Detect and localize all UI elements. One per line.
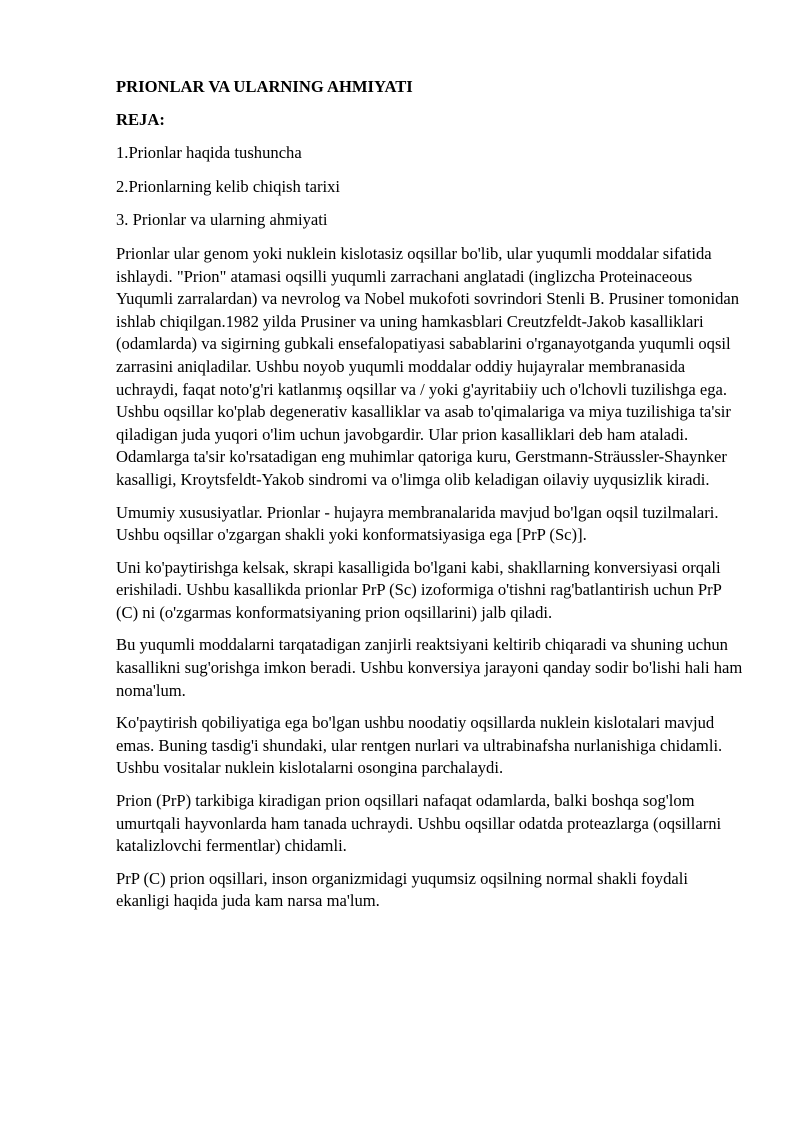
plan-item-3: 3. Prionlar va ularning ahmiyati: [116, 210, 328, 230]
document-title: PRIONLAR VA ULARNING AHMIYATI: [116, 77, 413, 96]
paragraph-intro: Prionlar ular genom yoki nuklein kislotasiz oqsillar bo'lib, ular yuqumli moddalar sifatida ishlaydi. "Prion" atamasi oqsilli yuqumli zarrachani anglatadi (inglizcha Proteinaceous Yuqumli zarralardan) va nevrolog va Nobel mukofoti sovrindori Stenli B. Prusiner tomonidan ishlab chiqilgan.1982 yilda Prusiner va uning hamkasblari Creutzfeldt-Jakob kasalliklari (odamlarda) va sigirning gubkali ensefalopatiyasi sabablarini o'rganayotganda yuqumli oqsil zarrasini aniqladilar. Ushbu noyob yuqumli moddalar oddiy hujayralar membranasida uchraydi, faqat noto'g'ri katlanmış oqsillar va / yoki g'ayritabiiy uch o'lchovli tuzilishga ega. Ushbu oqsillar ko'plab degenerativ kasalliklar va asab to'qimalariga va miya tuzilishiga ta'sir qiladigan juda yuqori o'lim uchun javobgardir. Ular prion kasalliklari deb ham ataladi. Odamlarga ta'sir ko'rsatadigan eng muhimlar qatoriga kuru, Gerstmann-Sträussler-Shaynker kasalligi, Kroytsfeldt-Yakob sindromi va o'limga olib keladigan oilaviy uyqusizlik kiradi.: [116, 243, 740, 489]
paragraph-general-properties: Umumiy xususiyatlar. Prionlar - hujayra membranalarida mavjud bo'lgan oqsil tuzilmalari. Ushbu oqsillar o'zgargan shakli yoki konformatsiyasiga ega [PrP (Sc)].: [116, 502, 719, 545]
paragraph-prion-proteins: Prion (PrP) tarkibiga kiradigan prion oqsillari nafaqat odamlarda, balki boshqa sog'lom umurtqali hayvonlarda ham tanada uchraydi. Ushbu oqsillar odatda proteazlarga (oqsillarni katalizlovchi fermentlar) chidamli.: [116, 791, 722, 856]
plan-heading: REJA:: [116, 109, 165, 129]
plan-item-2: 2.Prionlarning kelib chiqish tarixi: [116, 176, 340, 196]
paragraph-prp-c: PrP (C) prion oqsillari, inson organizmidagi yuqumsiz oqsilning normal shakli foydali ekanligi haqida juda kam narsa ma'lum.: [116, 868, 688, 911]
plan-item-1: 1.Prionlar haqida tushuncha: [116, 143, 302, 163]
paragraph-reproduction: Uni ko'paytirishga kelsak, skrapi kasalligida bo'lgani kabi, shakllarning konversiyasi orqali erishiladi. Ushbu kasallikda prionlar PrP (Sc) izoformiga o'tishni rag'batlantirish uchun PrP (C) ni (o'zgarmas konformatsiyaning prion oqsillarini) jalb qiladi.: [116, 557, 722, 622]
paragraph-nucleic-acids: Ko'paytirish qobiliyatiga ega bo'lgan ushbu noodatiy oqsillarda nuklein kislotalari mavjud emas. Buning tasdig'i shundaki, ular rentgen nurlari va ultrabinafsha nurlanishiga chidamli. Ushbu vositalar nuklein kislotalarni osongina parchalaydi.: [116, 713, 723, 778]
document-page: [116, 76, 744, 923]
paragraph-chain-reaction: Bu yuqumli moddalarni tarqatadigan zanjirli reaktsiyani keltirib chiqaradi va shuning uchun kasallikni sug'orishga imkon beradi. Ushbu konversiya jarayoni qanday sodir bo'lishi hali ham noma'lum.: [116, 635, 743, 700]
